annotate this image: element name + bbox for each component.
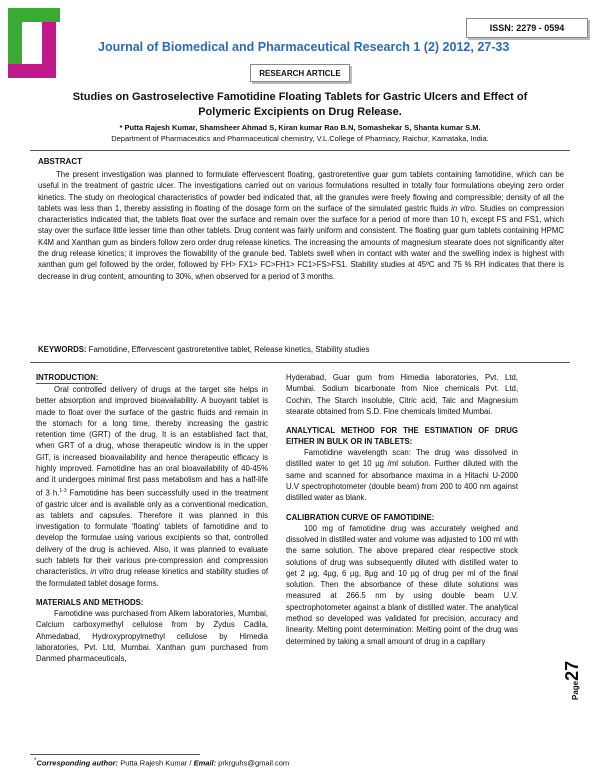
right-column <box>286 372 518 647</box>
abstract-heading: ABSTRACT <box>38 157 82 166</box>
paper-title <box>36 90 564 120</box>
introduction-heading: INTRODUCTION: <box>36 372 102 384</box>
calibration-paragraph: 100 mg of famotidine drug was accurately weighed and dissolved in distilled water and volume was adjusted to 100 ml with the same solution. The above prepared clear respective stock solutions of drug was subsequently diluted with distilled water to get 2 µg, 4µg, 6 µg, 8µg and 10 µg of drug per ml of the final solution. Then the absorbance of these dilute solutions was measured at 266.5 nm by using double beam U.V. spectrophotometer against a blank of distilled water. The analytical method so developed was validated for precision, accuracy and linearity. Melting point determination: Melting point of the drug was determined by taking a small amount of drug in a capillary <box>286 523 518 646</box>
calibration-heading: CALIBRATION CURVE OF FAMOTIDINE: <box>286 512 435 522</box>
keywords-list: Famotidine, Effervescent gastroretentive tablet, Release kinetics, Stability studies <box>86 345 370 354</box>
materials-paragraph: Famotidine was purchased from Alkem laboratories, Mumbai, Calcium carboxymethyl cellulose from by Zydus Cadila, Ahmedabad, Hydroxypropylmethyl cellulose by Himedia laboratories, Pvt. Ltd, Mumbai. Xanthan gum purchased from Danmed pharmaceuticals, <box>36 608 268 664</box>
article-type-badge: RESEARCH ARTICLE <box>250 64 350 82</box>
journal-logo-magenta-bottom <box>8 64 56 78</box>
left-column <box>36 372 268 664</box>
paper-title-line-2: Polymeric Excipients on Drug Release. <box>198 106 402 118</box>
abstract-italic-term: in vitro <box>451 203 475 213</box>
abstract-body: The present investigation was planned to formulate effervescent floating, gastroretentive guar gum tablets containing famotidine, which can be useful in the treatment of gastric ulcer. The investigations carried out on various formulations resulted in totally four formulations obeying zero order kinetics. The study on rheological characteristics of powder bed indicated that, all the granules were freely flowing and compressible; density of all the tablets was less than 1, thereby assisting in floating of the dosage form on the surface of the simulated gastric fluids in vitro. Studies on compression characteristics indicated that, the tablets float over the surface and remain over the surface for a period of more than 10 h, except FS and FS1, which stay over the surface little lesser time than other tablets. Drug content was fairly uniform and consistent. The floating guar gum tablets containing HPMC K4M and Xanthan gum as binders follow zero order drug release kinetics. The increasing the amounts of magnesium stearate does not significantly alter the drug release kinetics; it improves the flowability of the granule bed. Tablets swell when in contact with water and the swelling index is highest with xanthan gum gel followed by the order, followed by FH> FX1> FC>FH1> FC1>FS>FS1. Stability studies at 45ºC and 75 % RH indicates that there is decrease in drug content, amounting to 30%, when observed for a period of 3 months. <box>38 170 564 281</box>
corresponding-author-footnote: *Corresponding author: Putta Rajesh Kumar / Email: prkrguhs@gmail.com <box>34 757 290 768</box>
citation-superscript: 1-3 <box>59 487 67 494</box>
issn-box: ISSN: 2279 - 0594 <box>466 18 588 38</box>
keywords-label: KEYWORDS: <box>38 345 87 354</box>
introduction-paragraph: Oral controlled delivery of drugs at the target site helps in better absorption and improved bioavailability. A buoyant tablet is made to float over the surface of the gastric fluids and remain in the stomach for a long time, thereby increasing the gastric retention time (GRT) of the drug. It is an established fact that, when GRT of a drug, whose therapeutic window is in the upper GIT, is increased bioavailability and hence therapeutic efficacy is highly improved. Famotidine has an oral bioavailability of 40-45% and it undergoes minimal first pass metabolism and has a half-life of 3 h.$^{1-3}$ Famotidine has been successfully used in the treatment of gastric ulcer and is available only as a conventional medication, as tablets and capsules. Therefore it was planned in this investigation to formulate 'floating' tablets of famotidine and to develop the formulae using various excipients so that, controlled delivery of the drug is achieved. Also, it was planned to evaluate such tablets for their various pre-compression and compression characteristics, in vitro drug release kinetics and stability studies of the formulated tablet dosage forms. <box>36 385 268 588</box>
author-list: * Putta Rajesh Kumar, Shamsheer Ahmad S, Kiran kumar Rao B.N, Somashekar S, Shanta kumar S.M. <box>119 123 481 132</box>
footnote-divider <box>30 754 200 755</box>
analytical-method-heading: ANALYTICAL METHOD FOR THE ESTIMATION OF DRUG EITHER IN BULK OR IN TABLETS: <box>286 426 518 447</box>
affiliation: Department of Pharmaceutics and Pharmaceutical chemistry, V.L.College of Pharmacy, Raichur, Karnataka, India. <box>111 134 489 143</box>
journal-title: Journal of Biomedical and Pharmaceutical Research 1 (2) 2012, 27-33 <box>98 40 510 54</box>
divider-bottom <box>30 362 570 363</box>
analytical-method-paragraph: Famotidine wavelength scan: The drug was dissolved in distilled water to get 10 µg /ml solution. Further diluted with the same and scanned for absorbance maxima in a Hitachi U-2000 U.V spectrophotometer (double beam) from 200 to 400 nm against distilled water as blank. <box>286 448 518 503</box>
divider-top <box>30 150 570 151</box>
materials-paragraph-continued: Hyderabad, Guar gum from Himedia laboratories, Pvt. Ltd, Mumbai. Sodium bicarbonate from Nice chemicals Pvt. Ltd, Cochin. The Starch insoluble, Citric acid, Talc and Magnesium stearate obtained from S.D. Fine chemicals limited Mumbai. <box>286 373 518 416</box>
author-email[interactable]: prkrguhs@gmail.com <box>216 758 290 768</box>
keywords-line <box>38 344 564 355</box>
paper-title-line-1: Studies on Gastroselective Famotidine Floating Tablets for Gastric Ulcers and Effect of <box>72 91 528 103</box>
materials-heading: MATERIALS AND METHODS: <box>36 597 144 607</box>
page-number: Page27 <box>562 660 582 700</box>
